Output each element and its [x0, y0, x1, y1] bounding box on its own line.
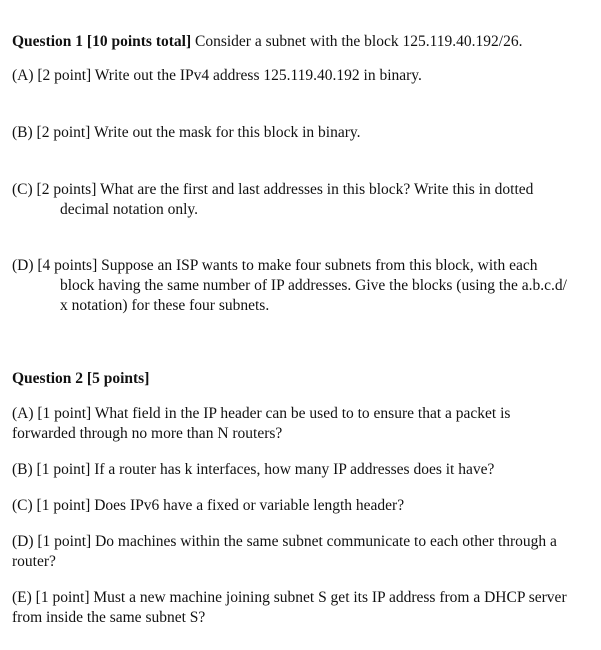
question-2-part-a-line-2: forwarded through no more than N routers? — [12, 425, 283, 442]
question-2-part-c: (C) [1 point] Does IPv6 have a fixed or variable length header? — [12, 497, 405, 514]
question-2-title: Question 2 [5 points] — [12, 370, 150, 387]
question-1-part-d-line-2: block having the same number of IP addresses. Give the blocks (using the a.b.c.d/ — [60, 277, 567, 294]
question-1-part-d-line-1: (D) [4 points] Suppose an ISP wants to make four subnets from this block, with each — [12, 257, 538, 274]
question-2-part-e-line-2: from inside the same subnet S? — [12, 609, 206, 626]
question-2-part-d-line-1: (D) [1 point] Do machines within the same subnet communicate to each other through a — [12, 533, 557, 550]
question-1-title: Question 1 [10 points total] — [12, 33, 192, 50]
question-1-part-b: (B) [2 point] Write out the mask for this block in binary. — [12, 124, 361, 141]
question-1-intro: Consider a subnet with the block 125.119.40.192/26. — [191, 33, 523, 50]
question-2-part-a-line-1: (A) [1 point] What field in the IP header can be used to to ensure that a packet is — [12, 405, 511, 422]
question-1-part-c-line-1: (C) [2 points] What are the first and last addresses in this block? Write this in dotted — [12, 181, 534, 198]
question-1-part-d-line-3: x notation) for these four subnets. — [60, 297, 270, 314]
question-1-part-a: (A) [2 point] Write out the IPv4 address 125.119.40.192 in binary. — [12, 67, 422, 84]
question-2-part-e-line-1: (E) [1 point] Must a new machine joining subnet S get its IP address from a DHCP server — [12, 589, 567, 606]
question-2-part-b: (B) [1 point] If a router has k interfaces, how many IP addresses does it have? — [12, 461, 495, 478]
question-1-part-c-line-2: decimal notation only. — [60, 201, 199, 218]
question-1-heading — [12, 32, 522, 52]
question-2-part-d-line-2: router? — [12, 553, 56, 570]
